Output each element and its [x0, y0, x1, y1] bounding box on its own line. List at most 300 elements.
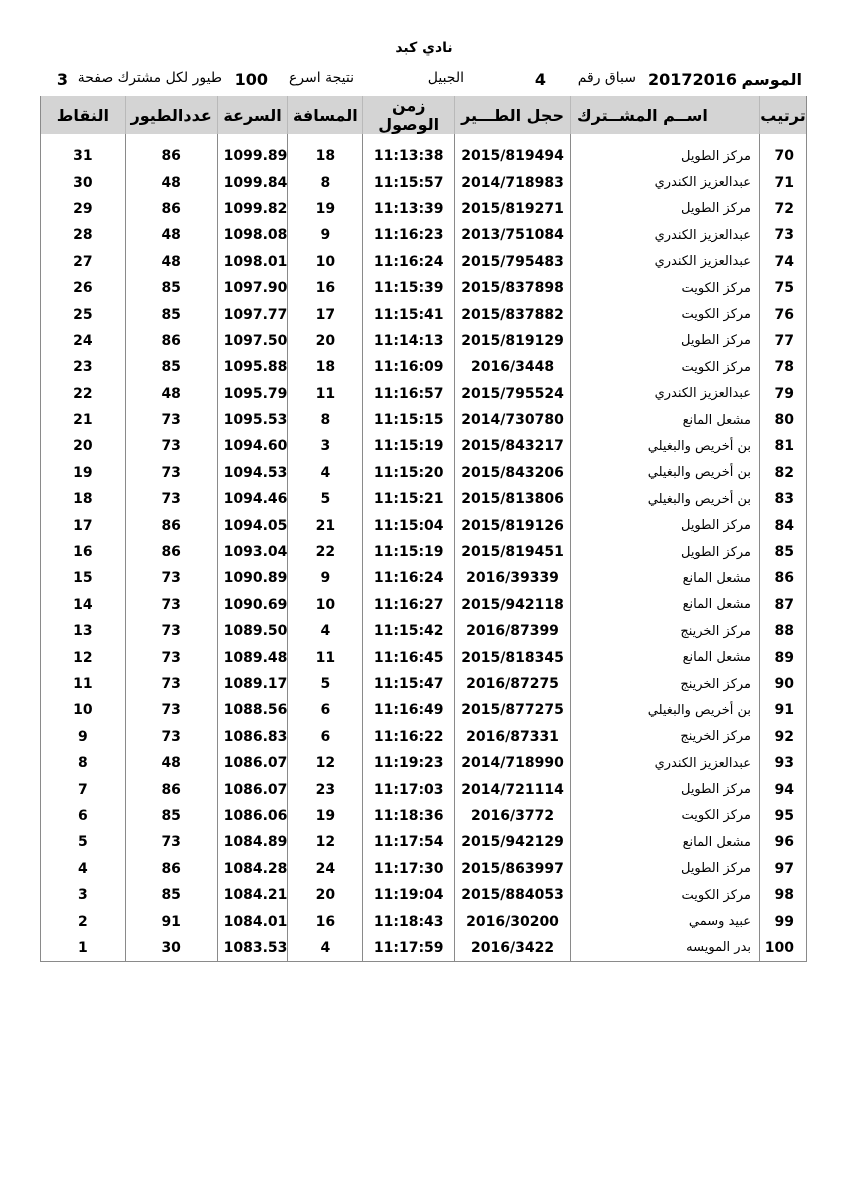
distance-cell: 5: [288, 671, 363, 697]
points-cell: 31: [73, 148, 93, 165]
points-cell: 8: [77, 755, 88, 772]
season-label: الموسم: [741, 70, 802, 89]
distance-cell: 16: [288, 275, 363, 301]
rank-cell: 92: [760, 724, 807, 750]
speed-cell: 1086.83: [217, 724, 288, 750]
arrival-time: 11:17:54: [363, 829, 455, 855]
birds-count: 73: [125, 565, 217, 591]
ring-number: 2016/30200: [455, 908, 571, 934]
participant-name: مشعل المانع: [570, 592, 759, 618]
rank-cell: 83: [760, 486, 807, 512]
rank-cell: 85: [760, 539, 807, 565]
distance-cell: 20: [288, 882, 363, 908]
arrival-time: 11:16:57: [363, 381, 455, 407]
rank-cell: 71: [760, 169, 807, 195]
table-row: [41, 143, 807, 169]
ring-number: 2015/795483: [455, 249, 571, 275]
distance-cell: 22: [288, 539, 363, 565]
ring-number: 2015/837882: [455, 301, 571, 327]
arrival-time: 11:17:03: [363, 776, 455, 802]
table-row: [41, 803, 807, 829]
points-cell: 20: [73, 438, 93, 455]
col-arrival-header: زمن الوصول: [363, 96, 455, 134]
points-cell: 29: [73, 200, 93, 217]
distance-cell: 17: [288, 301, 363, 327]
birds-count: 73: [125, 644, 217, 670]
speed-cell: 1098.01: [217, 249, 288, 275]
rank-cell: 98: [760, 882, 807, 908]
table-row: [41, 750, 807, 776]
birds-count: 48: [125, 249, 217, 275]
participant-name: مركز الكويت: [570, 354, 759, 380]
participant-name: مركز الطويل: [570, 512, 759, 538]
participant-name: مركز الكويت: [570, 301, 759, 327]
birds-count: 73: [125, 460, 217, 486]
arrival-time: 11:16:49: [363, 697, 455, 723]
participant-name: مركز الطويل: [570, 143, 759, 169]
rank-cell: 94: [760, 776, 807, 802]
distance-cell: 8: [288, 407, 363, 433]
points-cell: 4: [77, 860, 88, 877]
distance-cell: 18: [288, 354, 363, 380]
rank-cell: 95: [760, 803, 807, 829]
points-cell: 16: [73, 544, 93, 561]
participant-name: بن أخريص والبغيلي: [570, 486, 759, 512]
birds-count: 85: [125, 275, 217, 301]
ring-number: 2015/813806: [455, 486, 571, 512]
speed-cell: 1095.88: [217, 354, 288, 380]
birds-count: 48: [125, 750, 217, 776]
points-cell: 12: [73, 649, 93, 666]
points-cell: 23: [73, 359, 93, 376]
ring-number: 2015/819271: [455, 196, 571, 222]
ring-number: 2015/863997: [455, 856, 571, 882]
ring-number: 2015/819129: [455, 328, 571, 354]
arrival-time: 11:15:21: [363, 486, 455, 512]
participant-name: مركز الطويل: [570, 856, 759, 882]
participant-name: عبدالعزيز الكندري: [570, 381, 759, 407]
rank-cell: 78: [760, 354, 807, 380]
rank-cell: 76: [760, 301, 807, 327]
rank-cell: 100: [760, 935, 807, 962]
table-row: [41, 354, 807, 380]
participant-name: بن أخريص والبغيلي: [570, 433, 759, 459]
distance-cell: 4: [288, 935, 363, 962]
arrival-time: 11:16:24: [363, 249, 455, 275]
arrival-time: 11:16:22: [363, 724, 455, 750]
participant-name: مركز الطويل: [570, 539, 759, 565]
participant-name: مشعل المانع: [570, 644, 759, 670]
speed-cell: 1089.50: [217, 618, 288, 644]
points-cell: 27: [73, 253, 93, 270]
points-cell: 10: [73, 702, 93, 719]
arrival-time: 11:16:27: [363, 592, 455, 618]
ring-number: 2016/87399: [455, 618, 571, 644]
ring-number: 2015/819126: [455, 512, 571, 538]
col-name-header: اســم المشــترك: [570, 96, 759, 134]
table-row: [41, 222, 807, 248]
rank-cell: 73: [760, 222, 807, 248]
participant-name: مركز الطويل: [570, 196, 759, 222]
participant-name: مركز الخرينج: [570, 671, 759, 697]
birds-count: 86: [125, 196, 217, 222]
birds-count: 73: [125, 407, 217, 433]
ring-number: 2016/87331: [455, 724, 571, 750]
speed-cell: 1094.05: [217, 512, 288, 538]
distance-cell: 9: [288, 222, 363, 248]
speed-cell: 1089.48: [217, 644, 288, 670]
participant-name: مركز الخرينج: [570, 618, 759, 644]
arrival-time: 11:15:57: [363, 169, 455, 195]
participant-name: بدر المويسه: [570, 935, 759, 962]
arrival-time: 11:15:39: [363, 275, 455, 301]
col-points-header: النقاط: [41, 96, 126, 134]
participant-name: مشعل المانع: [570, 565, 759, 591]
participant-name: عبدالعزيز الكندري: [570, 222, 759, 248]
table-row: [41, 935, 807, 962]
points-cell: 9: [77, 728, 88, 745]
table-row: [41, 539, 807, 565]
birds-count: 73: [125, 433, 217, 459]
birds-count: 73: [125, 486, 217, 512]
arrival-time: 11:19:04: [363, 882, 455, 908]
points-cell: 28: [73, 227, 93, 244]
rank-cell: 88: [760, 618, 807, 644]
table-row: [41, 671, 807, 697]
distance-cell: 10: [288, 249, 363, 275]
distance-cell: 21: [288, 512, 363, 538]
speed-cell: 1094.60: [217, 433, 288, 459]
ring-number: 2016/3422: [455, 935, 571, 962]
rank-cell: 97: [760, 856, 807, 882]
table-row: [41, 618, 807, 644]
participant-name: بن أخريص والبغيلي: [570, 697, 759, 723]
arrival-time: 11:15:20: [363, 460, 455, 486]
distance-cell: 11: [288, 381, 363, 407]
birds-count: 73: [125, 592, 217, 618]
arrival-time: 11:15:41: [363, 301, 455, 327]
points-cell: 15: [73, 570, 93, 587]
participant-name: عبدالعزيز الكندري: [570, 750, 759, 776]
arrival-time: 11:17:59: [363, 935, 455, 962]
arrival-time: 11:15:04: [363, 512, 455, 538]
ring-number: 2014/718990: [455, 750, 571, 776]
distance-cell: 12: [288, 829, 363, 855]
ring-number: 2015/837898: [455, 275, 571, 301]
rank-cell: 72: [760, 196, 807, 222]
birds-count: 48: [125, 381, 217, 407]
points-cell: 25: [73, 306, 93, 323]
ring-number: 2015/819494: [455, 143, 571, 169]
club-name: نادي كبد: [395, 40, 453, 56]
distance-cell: 12: [288, 750, 363, 776]
birds-count: 85: [125, 354, 217, 380]
rank-cell: 93: [760, 750, 807, 776]
birds-count: 73: [125, 671, 217, 697]
rank-cell: 86: [760, 565, 807, 591]
table-row: [41, 882, 807, 908]
speed-cell: 1083.53: [217, 935, 288, 962]
rank-cell: 79: [760, 381, 807, 407]
table-row: [41, 407, 807, 433]
ring-number: 2015/877275: [455, 697, 571, 723]
ring-number: 2015/843217: [455, 433, 571, 459]
speed-cell: 1099.89: [217, 143, 288, 169]
birds-count: 48: [125, 222, 217, 248]
col-distance-header: المسافة: [288, 96, 363, 134]
rank-cell: 96: [760, 829, 807, 855]
participant-name: مركز الكويت: [570, 275, 759, 301]
table-row: [41, 196, 807, 222]
rank-cell: 81: [760, 433, 807, 459]
race-label: سباق رقم: [577, 70, 636, 86]
speed-cell: 1086.06: [217, 803, 288, 829]
birds-count: 86: [125, 539, 217, 565]
arrival-time: 11:15:19: [363, 433, 455, 459]
speed-cell: 1098.08: [217, 222, 288, 248]
birds-count: 86: [125, 512, 217, 538]
arrival-time: 11:15:19: [363, 539, 455, 565]
birds-count: 86: [125, 776, 217, 802]
ring-number: 2015/884053: [455, 882, 571, 908]
arrival-time: 11:15:15: [363, 407, 455, 433]
speed-cell: 1099.84: [217, 169, 288, 195]
points-cell: 5: [77, 834, 88, 851]
birds-count: 73: [125, 829, 217, 855]
points-cell: 13: [73, 623, 93, 640]
rank-cell: 90: [760, 671, 807, 697]
table-row: [41, 565, 807, 591]
ring-number: 2016/87275: [455, 671, 571, 697]
arrival-time: 11:16:24: [363, 565, 455, 591]
speed-cell: 1084.21: [217, 882, 288, 908]
rank-cell: 74: [760, 249, 807, 275]
rank-cell: 84: [760, 512, 807, 538]
table-row: [41, 486, 807, 512]
table-row: [41, 301, 807, 327]
participant-name: مركز الخرينج: [570, 724, 759, 750]
rank-cell: 82: [760, 460, 807, 486]
ring-number: 2016/3448: [455, 354, 571, 380]
birds-count: 91: [125, 908, 217, 934]
birds-count: 73: [125, 697, 217, 723]
ring-number: 2014/730780: [455, 407, 571, 433]
rank-cell: 70: [760, 143, 807, 169]
participant-name: مركز الطويل: [570, 776, 759, 802]
participant-name: بن أخريص والبغيلي: [570, 460, 759, 486]
per-participant-label: طيور لكل مشترك صفحة: [77, 70, 222, 86]
points-cell: 24: [73, 332, 93, 349]
birds-count: 85: [125, 301, 217, 327]
distance-cell: 19: [288, 196, 363, 222]
arrival-time: 11:17:30: [363, 856, 455, 882]
distance-cell: 23: [288, 776, 363, 802]
arrival-time: 11:16:45: [363, 644, 455, 670]
points-cell: 18: [73, 491, 93, 508]
ring-number: 2016/3772: [455, 803, 571, 829]
points-cell: 2: [77, 913, 88, 930]
points-cell: 1: [77, 939, 88, 956]
speed-cell: 1084.01: [217, 908, 288, 934]
arrival-time: 11:13:39: [363, 196, 455, 222]
distance-cell: 19: [288, 803, 363, 829]
arrival-time: 11:19:23: [363, 750, 455, 776]
ring-number: 2015/819451: [455, 539, 571, 565]
points-cell: 17: [73, 517, 93, 534]
col-rank-header: ترتيب: [760, 96, 807, 134]
participant-name: مركز الكويت: [570, 803, 759, 829]
table-row: [41, 249, 807, 275]
distance-cell: 4: [288, 618, 363, 644]
speed-cell: 1095.53: [217, 407, 288, 433]
ring-number: 2015/942129: [455, 829, 571, 855]
rank-cell: 89: [760, 644, 807, 670]
distance-cell: 20: [288, 328, 363, 354]
birds-count: 86: [125, 856, 217, 882]
ring-number: 2015/795524: [455, 381, 571, 407]
col-speed-header: السرعة: [217, 96, 288, 134]
distance-cell: 11: [288, 644, 363, 670]
birds-count: 86: [125, 328, 217, 354]
arrival-time: 11:16:23: [363, 222, 455, 248]
speed-cell: 1094.53: [217, 460, 288, 486]
birds-count: 73: [125, 618, 217, 644]
distance-cell: 10: [288, 592, 363, 618]
table-row: [41, 644, 807, 670]
speed-cell: 1090.89: [217, 565, 288, 591]
points-cell: 22: [73, 385, 93, 402]
distance-cell: 24: [288, 856, 363, 882]
spacer-row: [41, 134, 807, 143]
speed-cell: 1097.77: [217, 301, 288, 327]
table-row: [41, 724, 807, 750]
arrival-time: 11:18:36: [363, 803, 455, 829]
ring-number: 2013/751084: [455, 222, 571, 248]
points-cell: 14: [73, 596, 93, 613]
table-row: [41, 169, 807, 195]
rank-cell: 77: [760, 328, 807, 354]
points-cell: 7: [77, 781, 88, 798]
speed-cell: 1086.07: [217, 776, 288, 802]
rank-cell: 87: [760, 592, 807, 618]
birds-count: 86: [125, 143, 217, 169]
header-row: [41, 96, 807, 134]
birds-count: 73: [125, 724, 217, 750]
arrival-time: 11:13:38: [363, 143, 455, 169]
arrival-time: 11:16:09: [363, 354, 455, 380]
speed-cell: 1095.79: [217, 381, 288, 407]
col-birds-header: عددالطيور: [125, 96, 217, 134]
ring-number: 2015/818345: [455, 644, 571, 670]
speed-cell: 1090.69: [217, 592, 288, 618]
speed-cell: 1097.90: [217, 275, 288, 301]
table-row: [41, 776, 807, 802]
speed-cell: 1099.82: [217, 196, 288, 222]
rank-cell: 75: [760, 275, 807, 301]
rank-cell: 91: [760, 697, 807, 723]
result-count: 100: [234, 70, 268, 89]
table-row: [41, 697, 807, 723]
arrival-time: 11:15:47: [363, 671, 455, 697]
points-cell: 19: [73, 464, 93, 481]
points-cell: 11: [73, 676, 93, 692]
table-row: [41, 381, 807, 407]
result-label: نتيجة اسرع: [288, 70, 354, 86]
distance-cell: 6: [288, 697, 363, 723]
speed-cell: 1086.07: [217, 750, 288, 776]
speed-cell: 1089.17: [217, 671, 288, 697]
ring-number: 2016/39339: [455, 565, 571, 591]
location: الجبيل: [427, 70, 464, 86]
arrival-time: 11:15:42: [363, 618, 455, 644]
table-row: [41, 592, 807, 618]
distance-cell: 16: [288, 908, 363, 934]
participant-name: مركز الطويل: [570, 328, 759, 354]
birds-count: 85: [125, 882, 217, 908]
points-cell: 6: [77, 807, 88, 824]
ring-number: 2014/721114: [455, 776, 571, 802]
speed-cell: 1093.04: [217, 539, 288, 565]
table-row: [41, 460, 807, 486]
arrival-time: 11:14:13: [363, 328, 455, 354]
points-cell: 3: [77, 887, 88, 904]
season-value: 20172016: [647, 70, 737, 89]
page-number: 3: [56, 70, 68, 89]
table-row: [41, 856, 807, 882]
points-cell: 30: [73, 174, 93, 191]
distance-cell: 4: [288, 460, 363, 486]
points-cell: 21: [73, 412, 93, 429]
points-cell: 26: [73, 280, 93, 297]
distance-cell: 18: [288, 143, 363, 169]
table-row: [41, 512, 807, 538]
table-row: [41, 829, 807, 855]
table-row: [41, 275, 807, 301]
distance-cell: 6: [288, 724, 363, 750]
table-row: [41, 328, 807, 354]
distance-cell: 3: [288, 433, 363, 459]
participant-name: عبدالعزيز الكندري: [570, 169, 759, 195]
rank-cell: 99: [760, 908, 807, 934]
speed-cell: 1084.28: [217, 856, 288, 882]
participant-name: عبدالعزيز الكندري: [570, 249, 759, 275]
ring-number: 2014/718983: [455, 169, 571, 195]
speed-cell: 1097.50: [217, 328, 288, 354]
participant-name: مركز الكويت: [570, 882, 759, 908]
participant-name: عبيد وسمي: [570, 908, 759, 934]
speed-cell: 1094.46: [217, 486, 288, 512]
participant-name: مشعل المانع: [570, 407, 759, 433]
rank-cell: 80: [760, 407, 807, 433]
race-number: 4: [534, 70, 546, 89]
results-table: [40, 96, 807, 962]
arrival-time: 11:18:43: [363, 908, 455, 934]
table-row: [41, 433, 807, 459]
participant-name: مشعل المانع: [570, 829, 759, 855]
distance-cell: 5: [288, 486, 363, 512]
birds-count: 30: [125, 935, 217, 962]
birds-count: 85: [125, 803, 217, 829]
table-row: [41, 908, 807, 934]
speed-cell: 1088.56: [217, 697, 288, 723]
ring-number: 2015/843206: [455, 460, 571, 486]
distance-cell: 9: [288, 565, 363, 591]
col-ring-header: حجل الطـــير: [455, 96, 571, 134]
distance-cell: 8: [288, 169, 363, 195]
speed-cell: 1084.89: [217, 829, 288, 855]
ring-number: 2015/942118: [455, 592, 571, 618]
birds-count: 48: [125, 169, 217, 195]
